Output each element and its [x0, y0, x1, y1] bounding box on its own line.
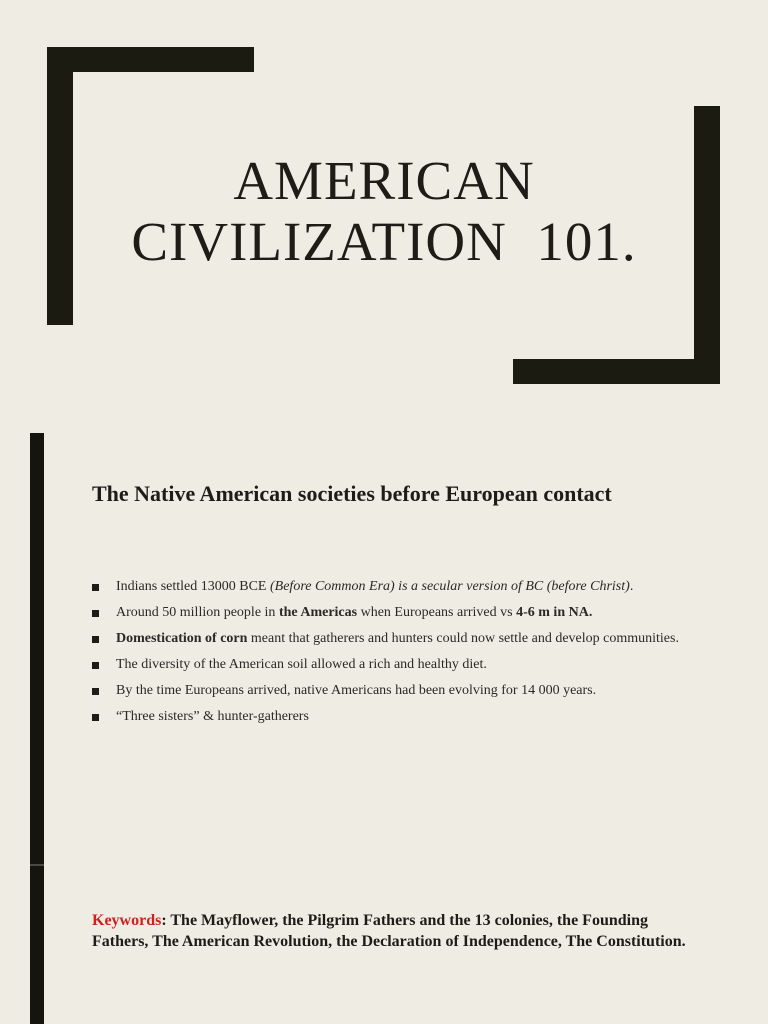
bullet-text: Indians settled 13000 BCE	[116, 579, 270, 594]
bullet-list	[92, 578, 692, 734]
list-item	[92, 630, 692, 648]
side-accent-rule	[30, 433, 44, 1024]
bullet-text-bold: the Americas	[278, 605, 358, 620]
bullet-text: .	[629, 579, 634, 594]
list-item	[92, 656, 692, 674]
keywords-paragraph	[92, 910, 692, 952]
bullet-text: Around 50 million people in	[116, 605, 279, 620]
list-item	[92, 578, 692, 596]
bullet-text: meant that gatherers and hunters could now settle and develop communities.	[247, 631, 679, 646]
frame-bottom-right-horizontal	[513, 359, 720, 384]
bullet-text: “Three sisters” & hunter-gatherers	[116, 709, 309, 724]
slide-title	[60, 150, 708, 272]
list-item	[92, 682, 692, 700]
slide-title-line-1: AMERICAN	[233, 149, 535, 211]
square-bullet-icon	[92, 688, 99, 695]
square-bullet-icon	[92, 714, 99, 721]
bullet-text-bold: Domestication of corn	[116, 631, 248, 646]
square-bullet-icon	[92, 610, 99, 617]
slide-title-line-2: CIVILIZATION 101.	[131, 210, 637, 272]
bullet-text: when Europeans arrived vs	[357, 605, 517, 620]
square-bullet-icon	[92, 584, 99, 591]
square-bullet-icon	[92, 662, 99, 669]
content-slide	[0, 420, 768, 1024]
list-item	[92, 708, 692, 726]
square-bullet-icon	[92, 636, 99, 643]
bullet-text-italic: (Before Common Era) is a secular version of BC (before Christ)	[270, 579, 630, 594]
content-heading: The Native American societies before European contact	[92, 481, 612, 506]
title-slide	[0, 0, 768, 420]
bullet-text-bold: 4-6 m in NA.	[516, 605, 593, 620]
list-item	[92, 604, 692, 622]
side-rule-divider	[30, 864, 44, 866]
keywords-text: : The Mayflower, the Pilgrim Fathers and the 13 colonies, the Founding Fathers, The American Revolution, the Declaration of Independence, The Constitution.	[92, 912, 686, 950]
keywords-label: Keywords	[92, 912, 162, 929]
frame-top-left-horizontal	[47, 47, 254, 72]
bullet-text: By the time Europeans arrived, native Americans had been evolving for 14 000 years.	[116, 683, 597, 698]
bullet-text: The diversity of the American soil allowed a rich and healthy diet.	[116, 657, 487, 672]
